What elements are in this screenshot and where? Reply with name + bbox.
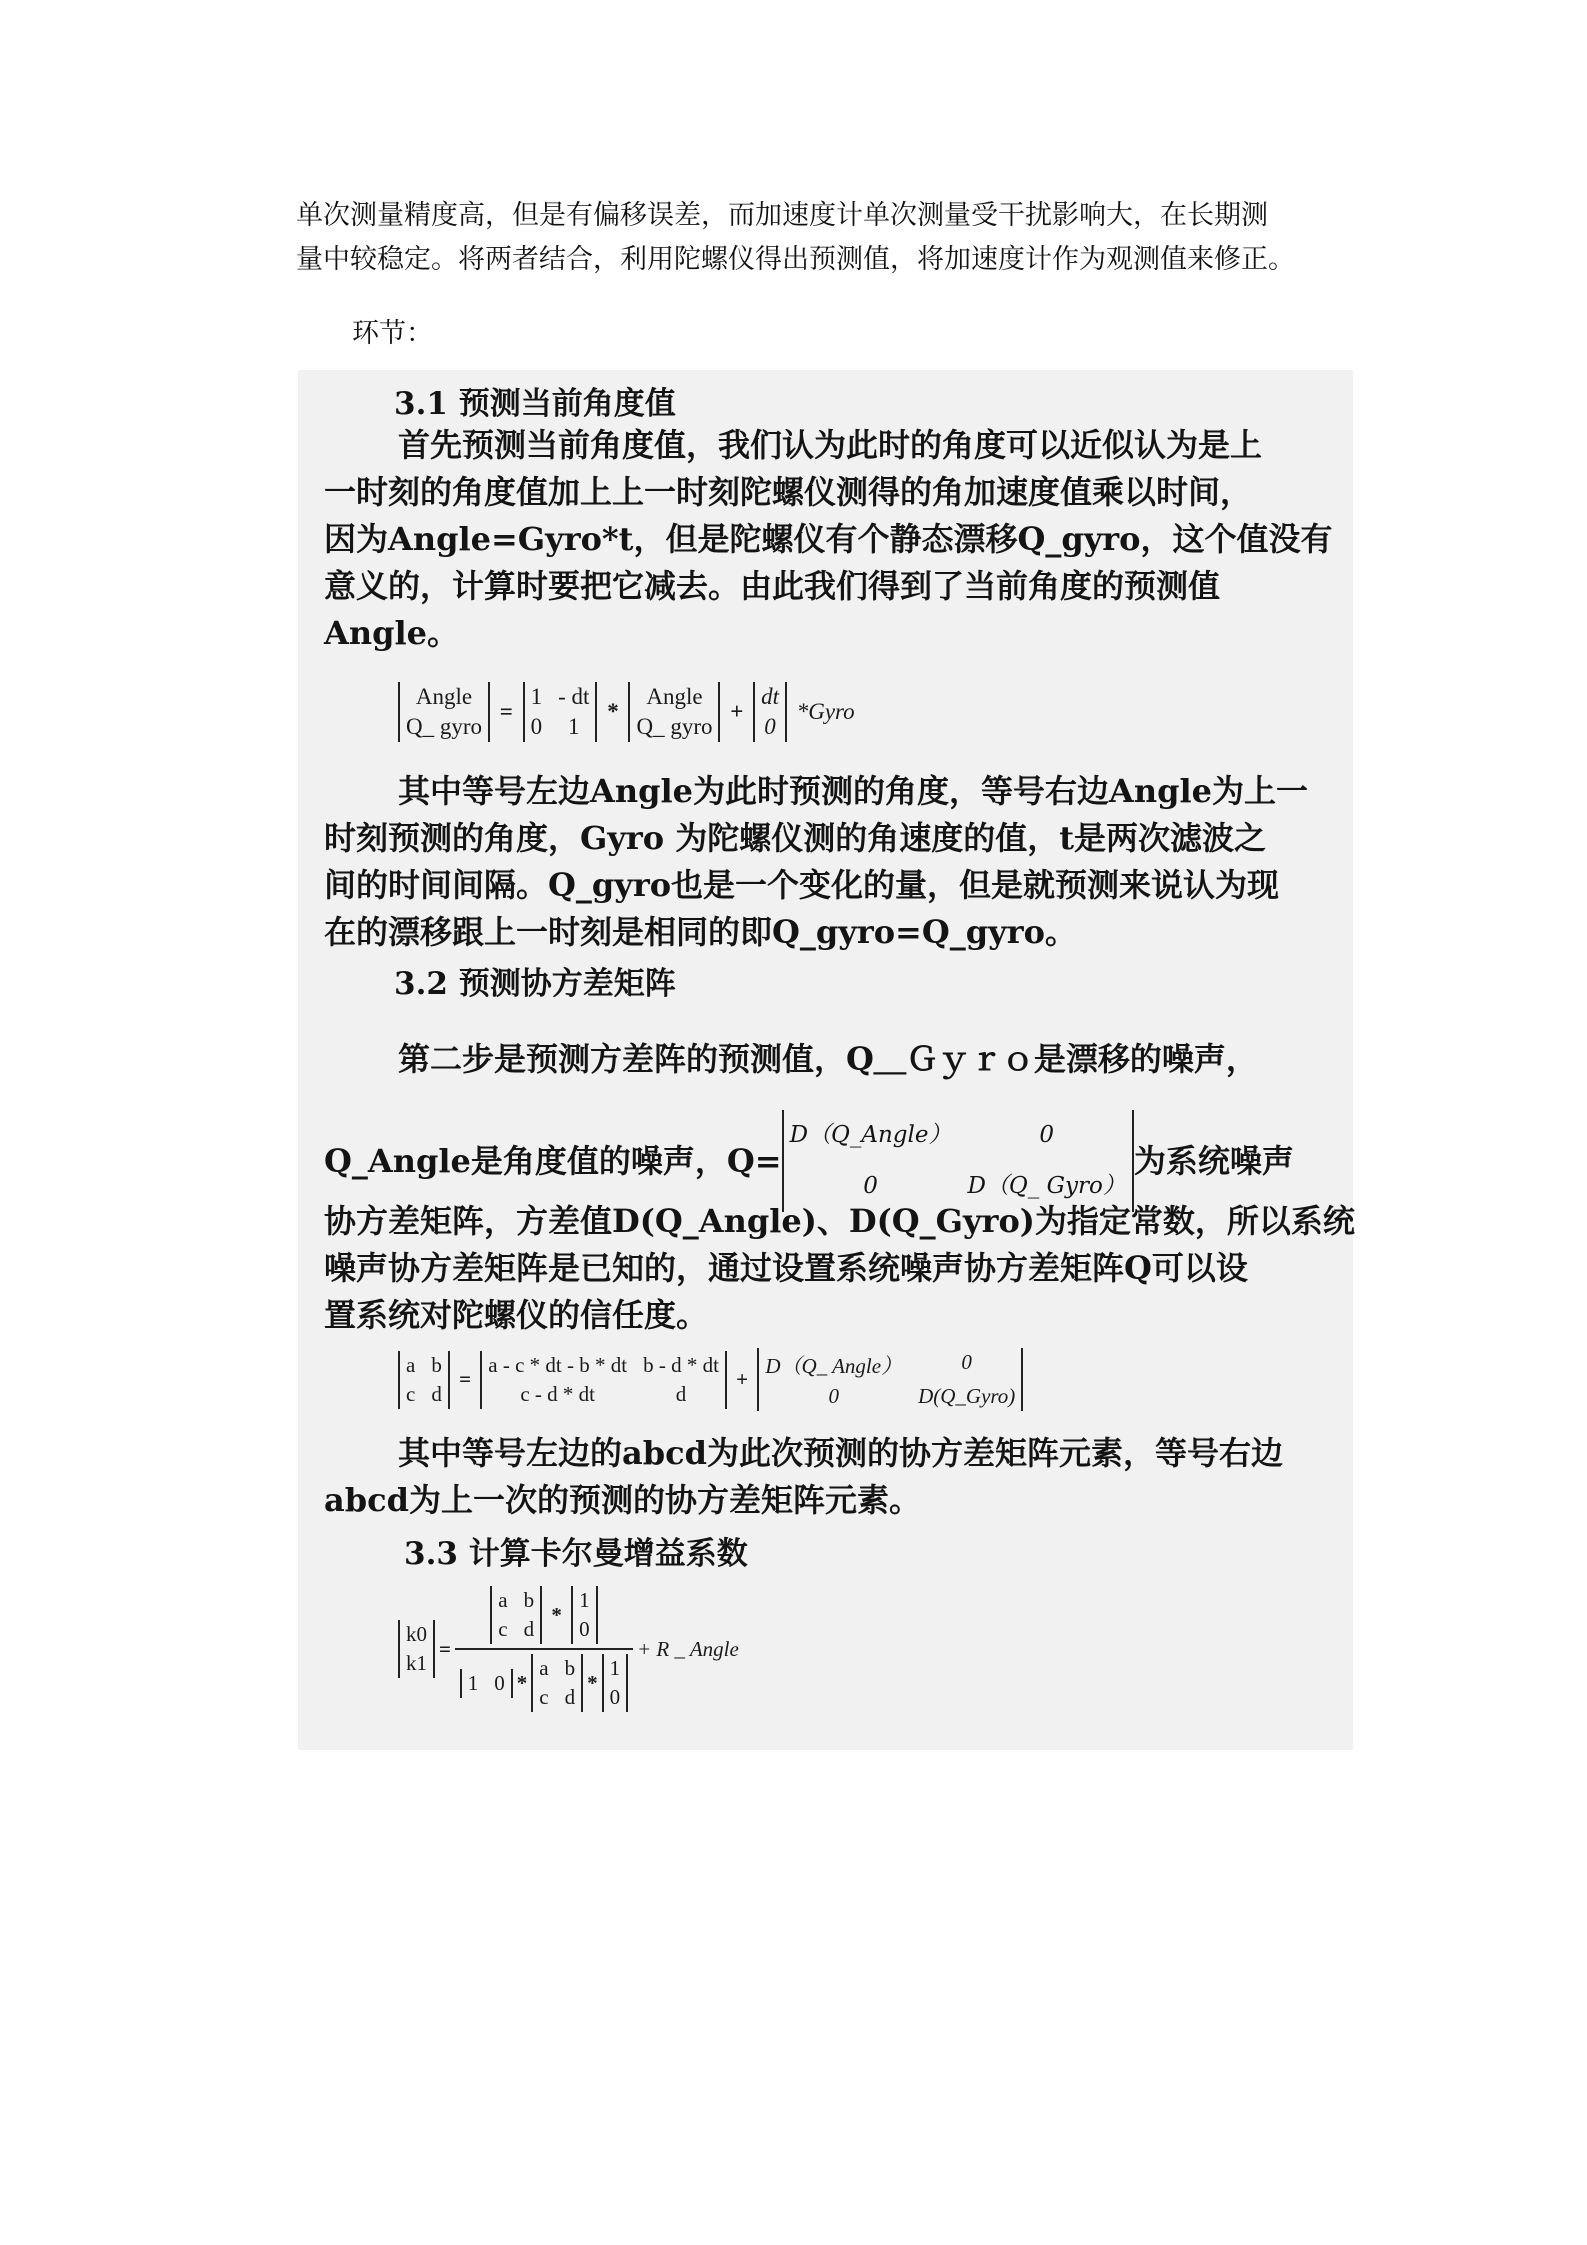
text-line: 其中等号左边Angle为此时预测的角度，等号右边Angle为上一 — [398, 772, 1308, 810]
matrix-entry: 1 — [530, 684, 543, 709]
input-vector — [753, 682, 787, 742]
intro-line: 单次测量精度高，但是有偏移误差，而加速度计单次测量受干扰影响大，在长期测 — [296, 200, 1268, 231]
matrix-entry: D(Q_Gyro) — [918, 1384, 1016, 1408]
section-3-1-paragraph — [324, 422, 1333, 657]
equals-sign: = — [499, 699, 513, 724]
matrix-entry: Angle — [646, 684, 703, 709]
plus-sign: + — [736, 1367, 749, 1391]
matrix-entry: D（Q_ Angle） — [765, 1354, 903, 1378]
intro-line: 量中较稳定。将两者结合，利用陀螺仪得出预测值，将加速度计作为观测值来修正。 — [296, 244, 1295, 275]
text-line: Angle。 — [324, 614, 459, 652]
multiply-sign: * — [551, 1602, 562, 1627]
matrix-entry: 1 — [568, 714, 580, 739]
matrix-entry: b - d * dt — [643, 1352, 719, 1377]
text-line: 间的时间间隔。Q_gyro也是一个变化的量，但是就预测来说认为现 — [324, 866, 1280, 904]
matrix-entry: D（Q_ Gyro） — [967, 1173, 1126, 1199]
text-line: 时刻预测的角度，Gyro 为陀螺仪测的角速度的值，t是两次滤波之 — [324, 819, 1267, 857]
observation-vector — [602, 1654, 629, 1712]
matrix-entry: Q_ gyro — [636, 714, 713, 739]
matrix-entry: b — [523, 1588, 535, 1612]
section-3-1-explanation — [324, 768, 1308, 956]
matrix-entry: c — [406, 1381, 416, 1406]
intro-label: 环节： — [352, 318, 433, 349]
text-line: 置系统对陀螺仪的信任度。 — [324, 1296, 709, 1334]
angle-prediction-formula — [398, 682, 859, 742]
covariance-prediction-formula — [398, 1348, 1023, 1411]
matrix-entry: d — [675, 1381, 687, 1406]
gain-fraction — [455, 1586, 633, 1712]
intro-paragraph — [296, 194, 1356, 282]
section-3-2-line2 — [324, 1110, 1294, 1212]
matrix-entry: 0 — [961, 1350, 972, 1374]
matrix-entry: 0 — [609, 1685, 621, 1709]
matrix-entry: Angle — [415, 684, 473, 709]
text-line: 因为Angle=Gyro*t，但是陀螺仪有个静态漂移Q_gyro，这个值没有 — [324, 520, 1333, 558]
matrix-entry: dt — [761, 684, 779, 709]
matrix-entry: 0 — [828, 1384, 839, 1408]
text-line: 噪声协方差矩阵是已知的，通过设置系统噪声协方差矩阵Q可以设 — [324, 1249, 1248, 1287]
text-fragment: Q_Angle是角度值的噪声，Q= — [324, 1141, 782, 1180]
covariance-matrix — [490, 1586, 542, 1644]
matrix-entry: k0 — [406, 1622, 427, 1646]
section-heading-3-2: 3.2 预测协方差矩阵 — [394, 966, 676, 1002]
transition-matrix — [523, 682, 598, 742]
matrix-entry: c — [498, 1617, 508, 1641]
section-heading-3-1: 3.1 预测当前角度值 — [394, 386, 676, 422]
matrix-entry: - dt — [558, 684, 590, 709]
noise-covariance-matrix — [782, 1110, 1134, 1212]
matrix-entry: d — [564, 1685, 576, 1709]
multiply-sign: * — [587, 1670, 598, 1695]
section-3-2-line1 — [324, 1036, 1258, 1083]
matrix-entry: 0 — [863, 1173, 878, 1199]
observation-row — [460, 1669, 513, 1698]
covariance-matrix — [531, 1654, 583, 1712]
matrix-entry: Q_ gyro — [406, 714, 483, 739]
state-vector — [398, 682, 490, 742]
matrix-entry: b — [564, 1656, 576, 1680]
matrix-entry: 0 — [764, 714, 776, 739]
text-line: abcd为上一次的预测的协方差矩阵元素。 — [324, 1481, 921, 1519]
gain-vector — [398, 1620, 435, 1678]
matrix-entry: 0 — [530, 714, 543, 739]
matrix-entry: a — [498, 1588, 508, 1612]
matrix-entry: 1 — [579, 1588, 590, 1612]
noise-covariance-matrix — [757, 1348, 1023, 1411]
matrix-entry: a — [539, 1656, 549, 1680]
matrix-entry: k1 — [406, 1651, 427, 1675]
matrix-entry: 1 — [609, 1656, 621, 1680]
multiply-sign: * — [607, 699, 619, 724]
fraction-denominator — [460, 1650, 628, 1712]
text-line: 在的漂移跟上一时刻是相同的即Q_gyro=Q_gyro。 — [324, 913, 1077, 951]
multiply-sign: * — [516, 1670, 528, 1695]
equals-sign: = — [439, 1636, 451, 1661]
formula-tail: *Gyro — [796, 699, 855, 724]
observation-vector — [571, 1586, 598, 1644]
matrix-entry: a — [406, 1352, 416, 1377]
matrix-entry: 0 — [1039, 1122, 1054, 1148]
predicted-covariance-matrix — [480, 1351, 727, 1409]
text-line: 第二步是预测方差阵的预测值，Q＿Ｇｙｒｏ是漂移的噪声， — [398, 1040, 1258, 1078]
kalman-gain-formula — [398, 1586, 743, 1712]
matrix-entry: b — [431, 1352, 442, 1377]
section-3-2-explanation — [324, 1430, 1283, 1524]
text-fragment: 为系统噪声 — [1133, 1141, 1294, 1180]
section-heading-3-3: 3.3 计算卡尔曼增益系数 — [404, 1536, 748, 1572]
matrix-entry: a - c * dt - b * dt — [488, 1352, 628, 1377]
text-line: 首先预测当前角度值，我们认为此时的角度可以近似认为是上 — [398, 426, 1263, 464]
formula-tail: + R _ Angle — [636, 1636, 739, 1661]
previous-state-vector — [628, 682, 720, 742]
covariance-matrix — [398, 1351, 450, 1409]
matrix-entry: d — [431, 1381, 442, 1406]
section-3-2-paragraph — [324, 1198, 1355, 1339]
matrix-entry: c - d * dt — [520, 1381, 596, 1406]
matrix-entry: D（Q_Angle） — [789, 1122, 952, 1148]
equals-sign: = — [459, 1367, 472, 1391]
scanned-excerpt — [298, 370, 1353, 1750]
matrix-entry: 1 — [467, 1670, 479, 1695]
text-line: 协方差矩阵，方差值D(Q_Angle)、D(Q_Gyro)为指定常数，所以系统 — [324, 1202, 1355, 1240]
text-line: 一时刻的角度值加上上一时刻陀螺仪测得的角加速度值乘以时间， — [324, 473, 1253, 511]
matrix-entry: c — [539, 1685, 549, 1709]
matrix-entry: 0 — [494, 1670, 505, 1695]
fraction-numerator — [490, 1586, 597, 1648]
matrix-entry: 0 — [579, 1617, 590, 1641]
text-line: 其中等号左边的abcd为此次预测的协方差矩阵元素，等号右边 — [398, 1434, 1283, 1472]
matrix-entry: d — [523, 1617, 535, 1641]
plus-sign: + — [730, 699, 744, 724]
text-line: 意义的，计算时要把它减去。由此我们得到了当前角度的预测值 — [324, 567, 1221, 605]
